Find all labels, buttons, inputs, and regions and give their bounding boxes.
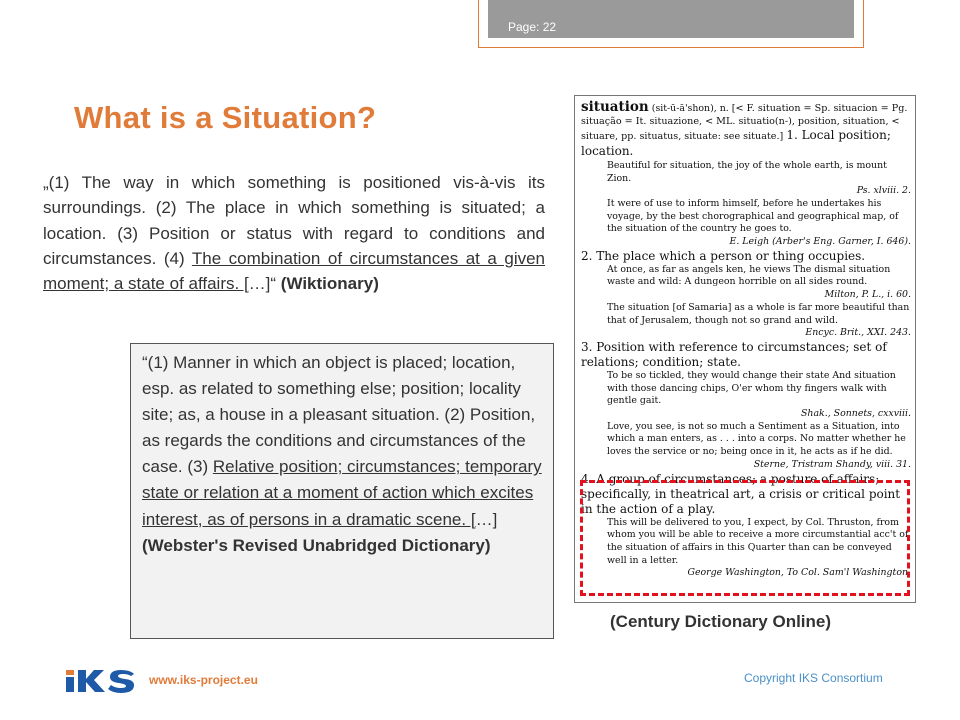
page-number-bar [488, 0, 854, 38]
dict-quote-4: The situation [of Samaria] as a whole is far more beautiful than that of Jerusalem, though not so grand and wild. [607, 301, 910, 326]
dict-quote-1: Beautiful for situation, the joy of the whole earth, is mount Zion. [607, 159, 887, 184]
dict-sense-3: 3. Position with reference to circumstances; set of relations; condition; state. [581, 339, 887, 369]
dict-sense-4: 4. A group of circumstances; a posture of affairs; specifically, in theatrical art, a crisis or critical point in the action of a play. [581, 471, 901, 516]
wiktionary-definition [43, 170, 545, 296]
webster-source: (Webster's Revised Unabridged Dictionary) [142, 535, 491, 555]
webster-definition [142, 350, 546, 559]
webster-underlined: Relative position; circumstances; temporary state or relation at a moment of action which excites interest, as of persons in a dramatic scene. [ [142, 457, 542, 529]
dict-source-5: Shak., Sonnets, cxxviii. [801, 408, 911, 420]
wiktionary-ellipsis: …]“ [248, 274, 281, 294]
dict-sense-2: 2. The place which a person or thing occupies. [581, 248, 866, 263]
dict-source-7: George Washington, To Col. Sam'l Washington. [687, 567, 911, 579]
dict-source-2: E. Leigh (Arber's Eng. Garner, I. 646). [729, 236, 911, 248]
wiktionary-source: (Wiktionary) [280, 274, 379, 294]
slide-title: What is a Situation? [74, 100, 377, 135]
dict-quote-3: At once, as far as angels ken, he views The dismal situation waste and wild: A dungeon horrible on all sides round. [607, 263, 891, 288]
dict-pronunciation: (sit-ū-ā'shon), n. [651, 103, 729, 114]
webster-ellipsis: …] [475, 509, 498, 529]
website-link[interactable]: www.iks-project.eu [149, 673, 258, 687]
dict-source-3: Milton, P. L., i. 60. [824, 289, 911, 301]
highlight-box [580, 480, 910, 596]
century-caption: (Century Dictionary Online) [610, 612, 832, 631]
page-number-frame [478, 0, 864, 48]
wiktionary-intro: „(1) The way in which something is positioned vis-à-vis its surroundings. (2) The place in which something is situated; a location. (3) Position or status with regard to conditions and circumstances. (4) [43, 173, 545, 268]
iks-logo [64, 668, 136, 694]
dict-sense-1: 1. Local position; location. [581, 128, 891, 159]
dict-quote-2: It were of use to inform himself, before he undertakes his voyage, by the best chorographical and geographical map, of the situation of the country he goes to. [607, 197, 899, 235]
dict-source-1: Ps. xlviii. 2. [856, 185, 911, 197]
dict-quote-7: This will be delivered to you, I expect, by Col. Thruston, from whom you will be able to receive a more circumstantial acc't of the situation of affairs in this Quarter than can be conveyed well in a letter. [607, 516, 909, 566]
dict-quote-6: Love, you see, is not so much a Sentiment as a Situation, into which a man enters, as . . . into a corps. No matter whether he loves the service or no; being once in it, he acts as if he did. [607, 420, 906, 458]
dict-quote-5: To be so tickled, they would change their state And situation with those dancing chips, O'er whom thy fingers walk with gentle gait. [607, 369, 896, 407]
dict-source-4: Encyc. Brit., XXI. 243. [805, 327, 911, 339]
webster-box [130, 343, 554, 639]
dict-etymology: [< F. situation = Sp. situacion = Pg. situação = It. situazione, < ML. situatio(n-), position, situation, < situare, pp. situatus, situate: see situate.] [581, 103, 908, 143]
dict-source-6: Sterne, Tristram Shandy, viii. 31. [753, 458, 911, 470]
dict-headword: situation [581, 99, 649, 115]
page-number: Page: 22 [508, 20, 557, 34]
copyright-text: Copyright IKS Consortium [744, 671, 883, 685]
webster-text: “(1) Manner in which an object is placed; location, esp. as related to something else; position; locality site; as, a house in a pleasant situation. (2) Position, as regards the conditions and circumstances of the case. (3) [142, 353, 536, 477]
wiktionary-underlined: The combination of circumstances at a given moment; a state of affairs. [ [43, 248, 546, 294]
